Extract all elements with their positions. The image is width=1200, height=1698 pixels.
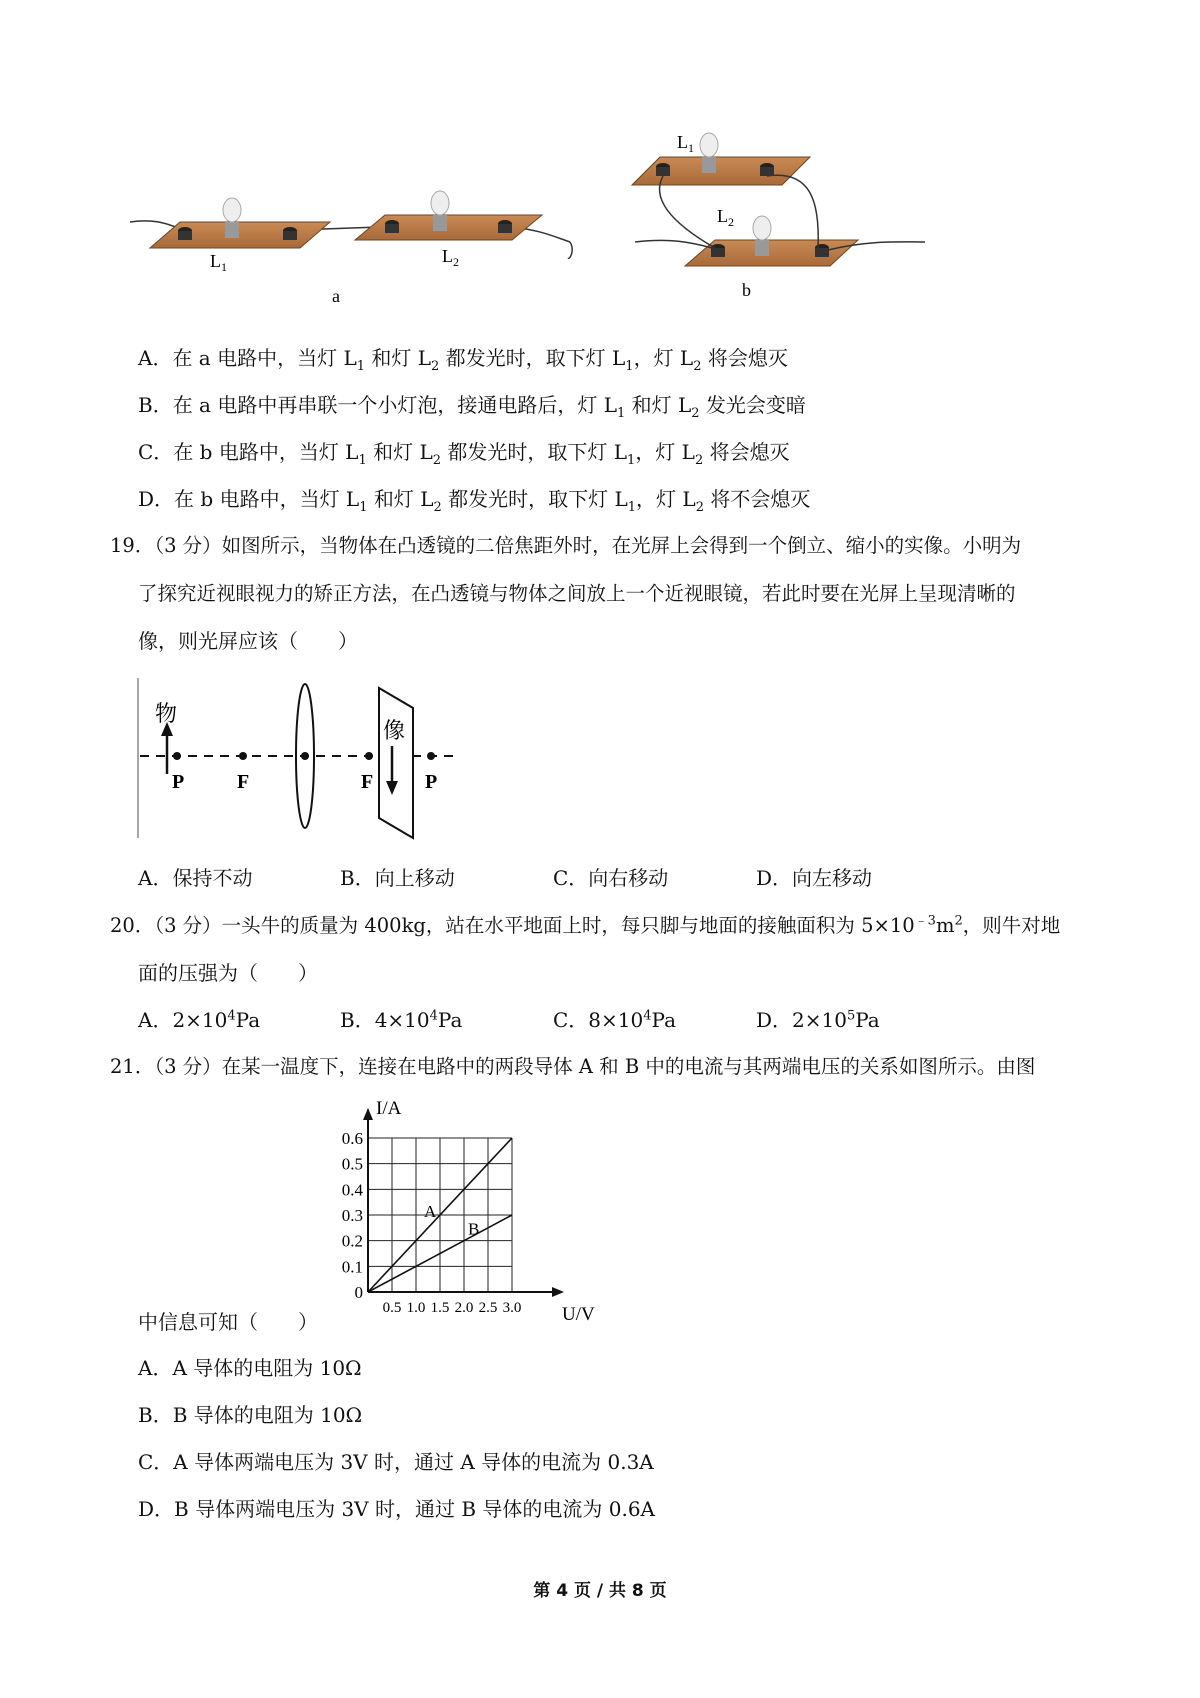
- circuit-a-board-1: [150, 222, 330, 248]
- q20-option-b: B．$4\times 10^4Pa$: [340, 1008, 463, 1032]
- q20-option-d: D．$2\times 10^5Pa$: [756, 1008, 880, 1032]
- q18-option-d: D．在 b 电路中，当灯 $L_1$ 和灯 $L_2$ 都发光时，取下灯 $L_1$，灯 $L_2$ 将不会熄灭: [138, 487, 811, 515]
- caption-b: b: [742, 280, 751, 300]
- q20-option-c: C．$8\times 10^4Pa$: [553, 1008, 676, 1032]
- x-tick-label: 1.5: [430, 1300, 450, 1316]
- q21-option-d: D．B 导体两端电压为 3V 时，通过 B 导体的电流为 0.6A: [138, 1497, 655, 1521]
- object-arrow-icon: [161, 722, 173, 774]
- y-tick-label: 0.5: [341, 1154, 363, 1174]
- y-tick-label: 0.3: [341, 1206, 363, 1225]
- bulb-icon: [223, 198, 241, 222]
- circuit-a-board-2: [355, 215, 542, 240]
- y-tick-label: 0.2: [341, 1231, 363, 1251]
- q21-stem-line-2: 中信息可知（ ）: [138, 1310, 318, 1334]
- caption-a: a: [332, 286, 340, 306]
- label-p-left: P: [172, 771, 185, 793]
- y-tick-label: 0.4: [341, 1180, 363, 1200]
- x-tick-label: 2.5: [478, 1300, 498, 1316]
- label-f-left: F: [237, 771, 250, 793]
- q19-option-b: B．向上移动: [340, 866, 455, 890]
- q19-option-d: D．向左移动: [756, 866, 873, 890]
- label-p-right: P: [425, 771, 438, 793]
- q19-option-c: C．向右移动: [553, 866, 669, 890]
- y-axis-label: I/A: [376, 1098, 402, 1119]
- y-tick-label: 0.6: [341, 1129, 363, 1148]
- label-L2-b: $L_2$: [717, 206, 734, 229]
- x-tick-label: 1.0: [406, 1300, 426, 1316]
- label-object: 物: [155, 702, 178, 727]
- label-image: 像: [383, 719, 406, 744]
- origin-label: 0: [354, 1283, 363, 1302]
- q20-stem-line-2: 面的压强为（ ）: [138, 961, 318, 985]
- label-L1-b: $L_1$: [677, 132, 694, 155]
- bulb-icon: [431, 191, 449, 215]
- label-L1-a: $L_1$: [210, 251, 227, 274]
- x-axis-label: U/V: [562, 1304, 595, 1325]
- q21-option-c: C．A 导体两端电压为 3V 时，通过 A 导体的电流为 0.3A: [138, 1450, 654, 1474]
- q18-option-c: C．在 b 电路中，当灯 $L_1$ 和灯 $L_2$ 都发光时，取下灯 $L_1$，灯 $L_2$ 将会熄灭: [138, 440, 790, 468]
- q21-option-b: B．B 导体的电阻为 10Ω: [138, 1403, 363, 1427]
- q19-stem-line-3: 像，则光屏应该（ ）: [138, 629, 358, 653]
- x-tick-label: 0.5: [382, 1300, 402, 1316]
- q18-option-a: A．在 a 电路中，当灯 $L_1$ 和灯 $L_2$ 都发光时，取下灯 $L_1$，灯 $L_2$ 将会熄灭: [138, 346, 788, 374]
- q19-stem-line-2: 了探究近视眼视力的矫正方法，在凸透镜与物体之间放上一个近视眼镜，若此时要在光屏上呈现清晰的: [138, 582, 1016, 605]
- circuit-b-wire: [660, 176, 715, 248]
- q18-option-b: B．在 a 电路中再串联一个小灯泡，接通电路后，灯 $L_1$ 和灯 $L_2$ 发光会变暗: [138, 393, 806, 421]
- lens-figure: [135, 678, 455, 843]
- x-axis-arrow-icon: [552, 1287, 564, 1297]
- bulb-icon: [700, 133, 718, 157]
- y-axis-arrow-icon: [363, 1108, 373, 1120]
- q19-option-a: A．保持不动: [138, 866, 253, 890]
- iv-chart: [320, 1095, 610, 1330]
- x-tick-label: 2.0: [454, 1300, 474, 1316]
- q20-option-a: A．$2\times 10^4Pa$: [138, 1008, 261, 1032]
- series-label-A: A: [424, 1202, 437, 1221]
- y-tick-label: 0.1: [341, 1257, 363, 1277]
- q19-stem-line-1: 19．（3 分）如图所示，当物体在凸透镜的二倍焦距外时，在光屏上会得到一个倒立、缩小的实像。小明为: [110, 534, 1022, 557]
- page-footer: 第 4 页 / 共 8 页: [533, 1581, 667, 1601]
- circuit-b-board-2: [685, 240, 858, 266]
- q21-stem-line-1: 21．（3 分）在某一温度下，连接在电路中的两段导体 A 和 B 中的电流与其两端电压的关系如图所示。由图: [110, 1055, 1036, 1078]
- label-f-right: F: [361, 771, 374, 793]
- q21-option-a: A．A 导体的电阻为 10Ω: [138, 1356, 362, 1380]
- x-tick-label: 3.0: [502, 1300, 522, 1316]
- label-L2-a: $L_2$: [442, 246, 459, 269]
- bulb-icon: [753, 216, 771, 240]
- q20-stem-line-1: 20．（3 分）一头牛的质量为 400kg，站在水平地面上时，每只脚与地面的接触面积为 $5\times 10^{﹣3}m^2$，则牛对地: [110, 913, 1061, 937]
- circuit-figure: [130, 130, 1030, 330]
- screen-icon: [379, 688, 413, 838]
- series-label-B: B: [468, 1219, 480, 1239]
